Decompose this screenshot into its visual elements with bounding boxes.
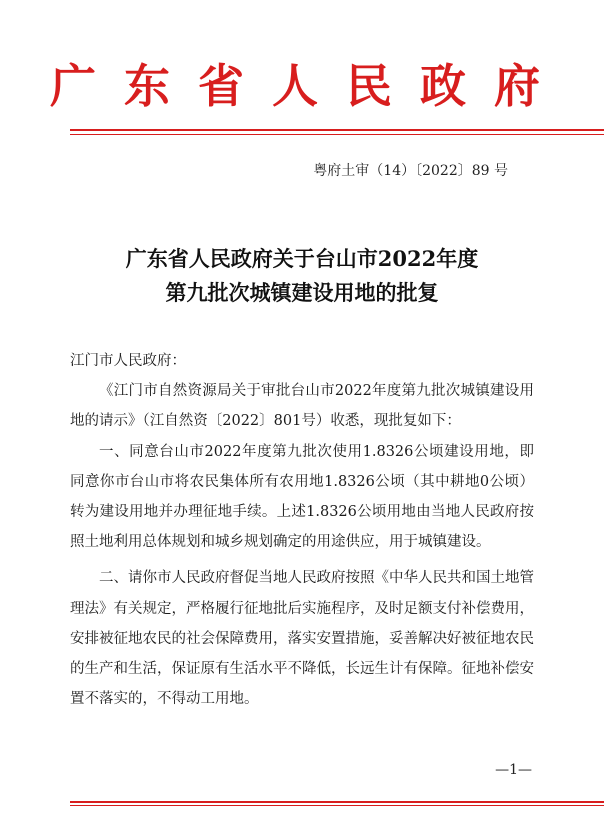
footer-rule-thick (70, 801, 604, 803)
document-title (0, 242, 604, 310)
letterhead-rule-thick (70, 129, 604, 131)
addressee: 江门市人民政府： (70, 353, 186, 369)
title-line-1: 广东省人民政府关于台山市2022年度 (125, 246, 479, 271)
paragraph-request: 《江门市自然资源局关于审批台山市2022年度第九批次城镇建设用地的请示》（江自然资〔2022〕801号）收悉，现批复如下： (70, 383, 534, 430)
title-line-2: 第九批次城镇建设用地的批复 (165, 280, 439, 305)
page-number: —1— (495, 762, 532, 778)
document-body (70, 346, 534, 714)
footer-rule-thin (70, 805, 604, 806)
letterhead-rule-thin (70, 134, 604, 135)
document-number: 粤府土审（14）〔2022〕89 号 (313, 163, 508, 179)
paragraph-approval-2: 二、请你市人民政府督促当地人民政府按照《中华人民共和国土地管理法》有关规定，严格履行征地批后实施程序，及时足额支付补偿费用，安排被征地农民的社会保障费用，落实安置措施，妥善解决好被征地农民的生产和生活，保证原有生活水平不降低，长远生计有保障。征地补偿安置不落实的，不得动工用地。 (70, 570, 534, 708)
letterhead-org-name: 广东省人民政府 (50, 59, 568, 113)
paragraph-approval-1: 一、同意台山市2022年度第九批次使用1.8326公顷建设用地，即同意你市台山市将农民集体所有农用地1.8326公顷（其中耕地0公顷）转为建设用地并办理征地手续。上述1.8326公顷用地由当地人民政府按照土地利用总体规划和城乡规划确定的用途供应，用于城镇建设。 (70, 443, 534, 551)
